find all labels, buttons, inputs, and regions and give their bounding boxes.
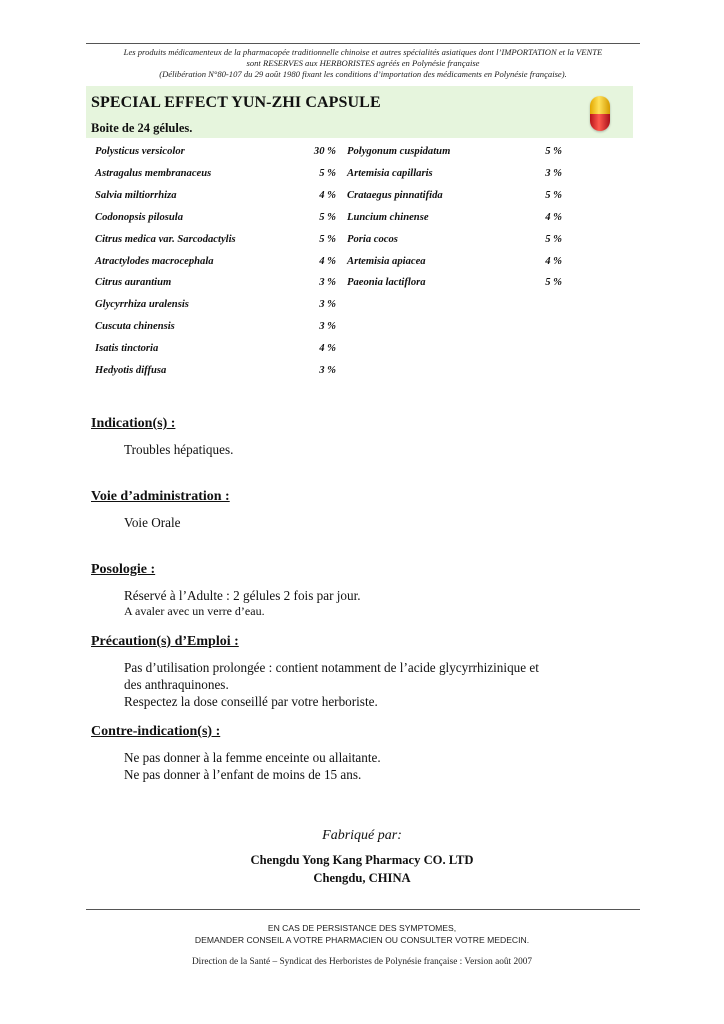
ingredient-name: Poria cocos [347, 233, 398, 245]
ingredient-name: Glycyrrhiza uralensis [95, 299, 189, 311]
ingredient-name: Isatis tinctoria [95, 343, 159, 355]
contre-indication-text: Ne pas donner à l’enfant de moins de 15 ans. [124, 767, 362, 782]
disclaimer-line: sont RESERVES aux HERBORISTES agréés en Polynésie française [246, 58, 480, 68]
ingredient-name: Polygonum cuspidatum [347, 146, 451, 157]
ingredient-percentage: 5 % [545, 277, 562, 289]
header-divider [86, 43, 640, 44]
footer-warning: DEMANDER CONSEIL A VOTRE PHARMACIEN OU CONSULTER VOTRE MEDECIN. [194, 935, 530, 945]
precaution-text: Pas d’utilisation prolongée : contient notamment de l’acide glycyrrhizinique et [124, 660, 539, 675]
ingredient-name: Hedyotis diffusa [95, 365, 167, 376]
ingredient-percentage: 5 % [545, 189, 562, 201]
ingredient-name: Artemisia apiacea [347, 255, 426, 267]
ingredient-percentage: 5 % [319, 167, 336, 179]
capsule-icon [590, 96, 610, 131]
ingredient-name: Artemisia capillaris [347, 167, 433, 179]
precaution-text: des anthraquinones. [124, 677, 229, 692]
footer-divider [86, 909, 640, 910]
ingredient-percentage: 5 % [545, 233, 562, 245]
ingredient-percentage: 5 % [545, 146, 562, 157]
manufacturer-city: Chengdu, CHINA [313, 871, 411, 885]
precaution-text: Respectez la dose conseillé par votre herboriste. [124, 694, 378, 709]
contre-indication-text: Ne pas donner à la femme enceinte ou allaitante. [124, 750, 381, 765]
administration-text: Voie Orale [124, 515, 181, 530]
disclaimer-line: Les produits médicamenteux de la pharmacopée traditionnelle chinoise et autres spécialités asiatiques dont l’IMPORTATION et la VENTE [123, 47, 603, 57]
ingredient-percentage: 4 % [319, 189, 336, 201]
ingredient-name: Astragalus membranaceus [95, 167, 212, 179]
ingredient-percentage: 5 % [319, 211, 336, 223]
ingredient-name: Citrus aurantium [95, 277, 172, 289]
footer-source: Direction de la Santé – Syndicat des Herboristes de Polynésie française : Version août 2007 [191, 957, 533, 967]
product-title-box [86, 86, 633, 138]
regulatory-disclaimer [86, 47, 640, 80]
ingredient-percentage: 3 % [319, 321, 336, 333]
posologie-heading: Posologie : [91, 562, 156, 577]
indication-heading: Indication(s) : [91, 416, 176, 431]
ingredient-percentage: 5 % [319, 233, 336, 245]
ingredient-name: Salvia miltiorrhiza [95, 189, 177, 201]
product-packaging: Boite de 24 gélules. [91, 121, 193, 135]
ingredient-percentage: 3 % [319, 277, 336, 289]
ingredient-percentage: 4 % [319, 255, 336, 267]
ingredient-name: Polysticus versicolor [95, 146, 185, 157]
administration-heading: Voie d’administration : [91, 489, 230, 504]
ingredient-name: Codonopsis pilosula [95, 211, 184, 223]
ingredient-percentage: 30 % [313, 146, 336, 157]
precaution-heading: Précaution(s) d’Emploi : [91, 634, 239, 649]
ingredient-name: Atractylodes macrocephala [95, 255, 214, 267]
ingredient-percentage: 4 % [545, 211, 562, 223]
ingredient-percentage: 3 % [545, 167, 562, 179]
ingredient-name: Cuscuta chinensis [95, 321, 175, 333]
posologie-text: Réservé à l’Adulte : 2 gélules 2 fois par jour. [124, 588, 361, 603]
ingredient-percentage: 3 % [319, 365, 336, 376]
ingredient-name: Citrus medica var. Sarcodactylis [95, 233, 236, 245]
ingredient-name: Luncium chinense [347, 211, 429, 223]
ingredient-name: Paeonia lactiflora [347, 277, 426, 289]
ingredient-percentage: 3 % [319, 299, 336, 311]
product-title: SPECIAL EFFECT YUN-ZHI CAPSULE [91, 94, 381, 111]
manufacturer-name: Chengdu Yong Kang Pharmacy CO. LTD [250, 853, 474, 867]
ingredient-percentage: 4 % [319, 343, 336, 355]
disclaimer-line: (Délibération N°80-107 du 29 août 1980 fixant les conditions d’importation des médicaments en Polynésie française). [159, 69, 567, 79]
indication-text: Troubles hépatiques. [124, 442, 234, 457]
posologie-text: A avaler avec un verre d’eau. [124, 604, 265, 618]
contre-indication-heading: Contre-indication(s) : [91, 724, 221, 739]
footer-warning: EN CAS DE PERSISTANCE DES SYMPTOMES, [267, 923, 457, 933]
manufacturer-label: Fabriqué par: [322, 828, 402, 843]
ingredient-percentage: 4 % [545, 255, 562, 267]
ingredient-name: Crataegus pinnatifida [347, 189, 443, 201]
